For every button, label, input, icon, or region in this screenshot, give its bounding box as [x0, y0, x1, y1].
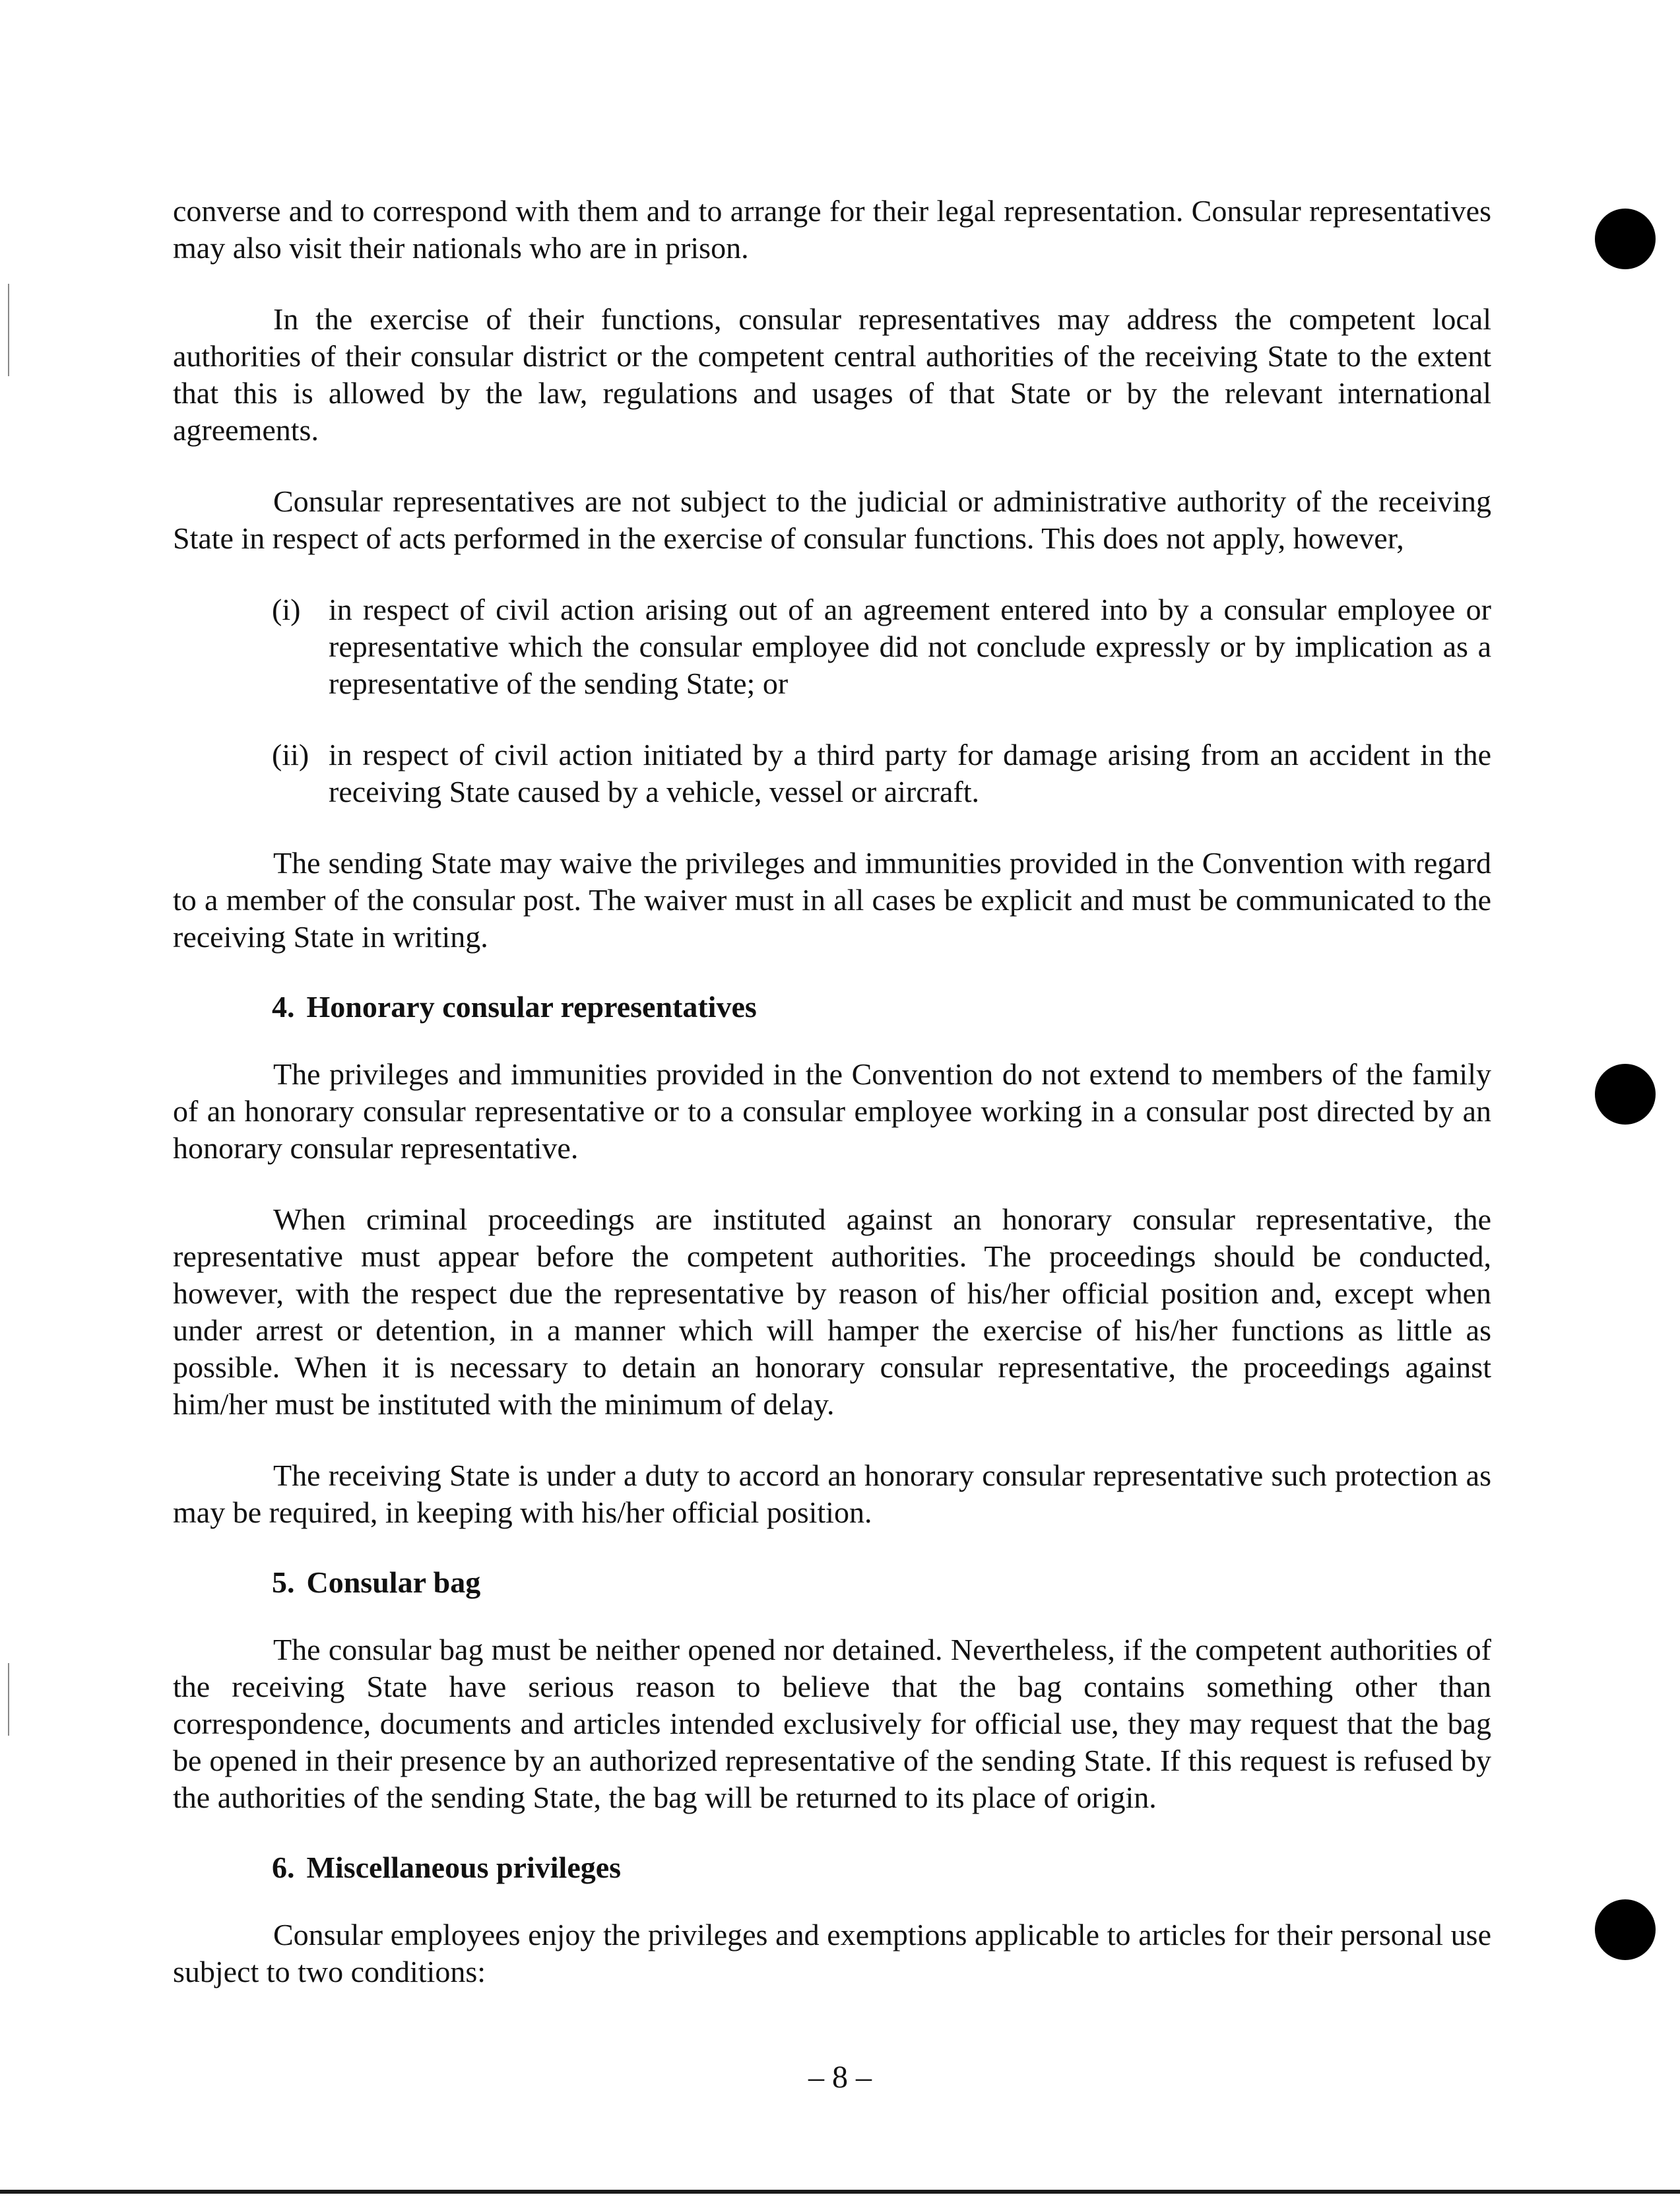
scan-edge-mark [8, 284, 9, 376]
section-number: 6. [272, 1851, 295, 1884]
page-number: – 8 – [808, 2060, 872, 2095]
section-number: 5. [272, 1565, 295, 1599]
list-item-number: (ii) [272, 738, 309, 771]
punch-hole [1595, 1064, 1656, 1125]
list-item [173, 737, 1491, 810]
section-heading [173, 1564, 1491, 1601]
list-item-text: in respect of civil action arising out of an agreement entered into by a consular employee or representative which the consular employee did not conclude expressly or by implication as a representative of the sending State; or [329, 593, 1491, 700]
section-heading [173, 989, 1491, 1026]
paragraph: When criminal proceedings are instituted against an honorary consular representative, the representative must appear before the competent authorities. The proceedings should be conducted, however, with the respect due the representative by reason of his/her official position and, except when under arrest or detention, in a manner which will hamper the exercise of his/her functions as little as possible. When it is necessary to detain an honorary consular representative, the proceedings against him/her must be instituted with the minimum of delay. [173, 1202, 1491, 1421]
paragraph: The consular bag must be neither opened nor detained. Nevertheless, if the competent authorities of the receiving State have serious reason to believe that the bag contains something other than correspondence, documents and articles intended exclusively for official use, they may request that the bag be opened in their presence by an authorized representative of the sending State. If this request is refused by the authorities of the sending State, the bag will be returned to its place of origin. [173, 1633, 1491, 1814]
section-number: 4. [272, 990, 295, 1024]
body-text [173, 193, 1491, 1990]
paragraph: The sending State may waive the privileges and immunities provided in the Convention with regard to a member of the consular post. The waiver must in all cases be explicit and must be communicated to the receiving State in writing. [173, 846, 1491, 954]
section-heading [173, 1849, 1491, 1886]
punch-hole [1595, 209, 1656, 269]
paragraph: The privileges and immunities provided in the Convention do not extend to members of the family of an honorary consular representative or to a consular employee working in a consular post directed by an honorary consular representative. [173, 1057, 1491, 1165]
scan-edge-mark [8, 1663, 9, 1736]
punch-hole [1595, 1899, 1656, 1960]
paragraph: converse and to correspond with them and to arrange for their legal representation. Consular representatives may also visit their nationals who are in prison. [173, 194, 1491, 265]
section-title: Miscellaneous privileges [306, 1851, 622, 1884]
list-item-text: in respect of civil action initiated by a third party for damage arising from an accident in the receiving State caused by a vehicle, vessel or aircraft. [329, 738, 1491, 808]
list-item [173, 591, 1491, 702]
paragraph: Consular employees enjoy the privileges and exemptions applicable to articles for their personal use subject to two conditions: [173, 1918, 1491, 1988]
bottom-rule [0, 2190, 1680, 2194]
section-title: Consular bag [306, 1565, 481, 1599]
paragraph: Consular representatives are not subject to the judicial or administrative authority of the receiving State in respect of acts performed in the exercise of consular functions. This does not apply, however, [173, 484, 1491, 555]
list-item-number: (i) [272, 593, 301, 626]
paragraph: The receiving State is under a duty to accord an honorary consular representative such protection as may be required, in keeping with his/her official position. [173, 1459, 1491, 1529]
section-title: Honorary consular representatives [306, 990, 757, 1024]
paragraph: In the exercise of their functions, consular representatives may address the competent local authorities of their consular district or the competent central authorities of the receiving State to the extent that this is allowed by the law, regulations and usages of that State or by the relevant international agreements. [173, 302, 1491, 447]
